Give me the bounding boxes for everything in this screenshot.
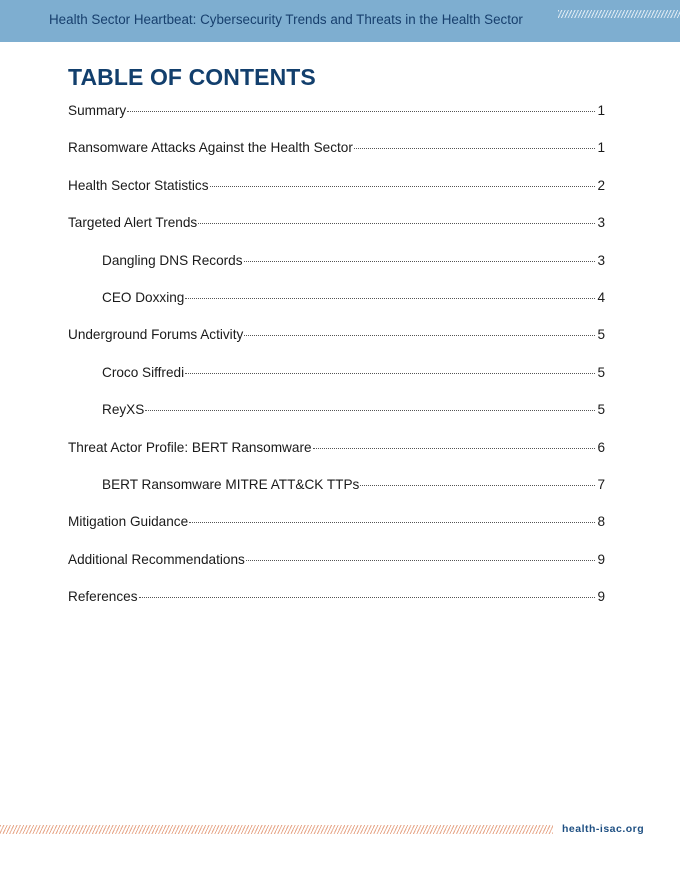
toc-leader-dots	[185, 373, 595, 374]
toc-leader-dots	[246, 560, 596, 561]
toc-entry-label: Croco Siffredi	[102, 364, 185, 380]
toc-leader-dots	[139, 597, 596, 598]
toc-page-number: 5	[597, 364, 605, 380]
toc-page-number: 9	[597, 551, 605, 567]
toc-entry-label: Health Sector Statistics	[68, 177, 209, 193]
toc-entry-label: ReyXS	[102, 402, 145, 418]
toc-page-number: 4	[597, 289, 605, 305]
toc-entry-targeted-alert-trends[interactable]	[68, 209, 605, 246]
toc-page-number: 3	[597, 252, 605, 268]
toc-leader-dots	[145, 410, 595, 411]
toc-leader-dots	[185, 298, 595, 299]
toc-entry-label: BERT Ransomware MITRE ATT&CK TTPs	[102, 476, 360, 492]
toc-entry-threat-actor-profile[interactable]	[68, 434, 605, 471]
toc-entry-underground-forums-activity[interactable]	[68, 321, 605, 358]
toc-leader-dots	[360, 485, 595, 486]
toc-entry-label: Targeted Alert Trends	[68, 215, 198, 231]
toc-entry-label: Dangling DNS Records	[102, 252, 243, 268]
toc-entry-label: Mitigation Guidance	[68, 514, 189, 530]
toc-leader-dots	[189, 522, 595, 523]
toc-entry-bert-mitre-ttps[interactable]	[68, 471, 605, 508]
toc-page-number: 9	[597, 589, 605, 605]
toc-leader-dots	[244, 335, 595, 336]
toc-entry-mitigation-guidance[interactable]	[68, 508, 605, 545]
toc-entry-health-sector-statistics[interactable]	[68, 172, 605, 209]
toc-page-number: 5	[597, 402, 605, 418]
document-title: Health Sector Heartbeat: Cybersecurity Trends and Threats in the Health Sector	[49, 12, 523, 27]
toc-leader-dots	[127, 111, 595, 112]
toc-leader-dots	[354, 148, 596, 149]
toc-entry-reyxs[interactable]	[68, 396, 605, 433]
toc-leader-dots	[244, 261, 596, 262]
header-bar	[0, 0, 680, 42]
footer-hatch-pattern	[0, 825, 553, 834]
toc-entry-label: Underground Forums Activity	[68, 327, 244, 343]
toc-entry-ceo-doxxing[interactable]	[68, 284, 605, 321]
toc-page-number: 1	[597, 103, 605, 118]
toc-entry-croco-siffredi[interactable]	[68, 359, 605, 396]
toc-leader-dots	[210, 186, 596, 187]
footer-website-link[interactable]: health-isac.org	[562, 823, 645, 835]
toc-page-number: 2	[597, 177, 605, 193]
toc-page-number: 3	[597, 215, 605, 231]
toc-entry-label: References	[68, 589, 138, 605]
toc-entry-label: CEO Doxxing	[102, 289, 185, 305]
toc-entry-label: Ransomware Attacks Against the Health Sector	[68, 140, 353, 156]
toc-entry-references[interactable]	[68, 583, 605, 620]
toc-leader-dots	[313, 448, 596, 449]
toc-entry-label: Threat Actor Profile: BERT Ransomware	[68, 439, 312, 455]
toc-entry-label: Summary	[68, 103, 127, 118]
toc-entry-label: Additional Recommendations	[68, 551, 245, 567]
toc-entry-ransomware-attacks[interactable]	[68, 134, 605, 171]
header-hatch-pattern	[558, 10, 680, 18]
toc-entry-additional-recommendations[interactable]	[68, 546, 605, 583]
toc-entry-summary[interactable]	[68, 97, 605, 134]
toc-page-number: 6	[597, 439, 605, 455]
toc-heading: TABLE OF CONTENTS	[68, 64, 316, 90]
toc-page-number: 8	[597, 514, 605, 530]
toc-page-number: 7	[597, 476, 605, 492]
toc-leader-dots	[198, 223, 595, 224]
toc-page-number: 5	[597, 327, 605, 343]
toc-page-number: 1	[597, 140, 605, 156]
toc-entry-dangling-dns-records[interactable]	[68, 247, 605, 284]
table-of-contents	[68, 97, 605, 620]
